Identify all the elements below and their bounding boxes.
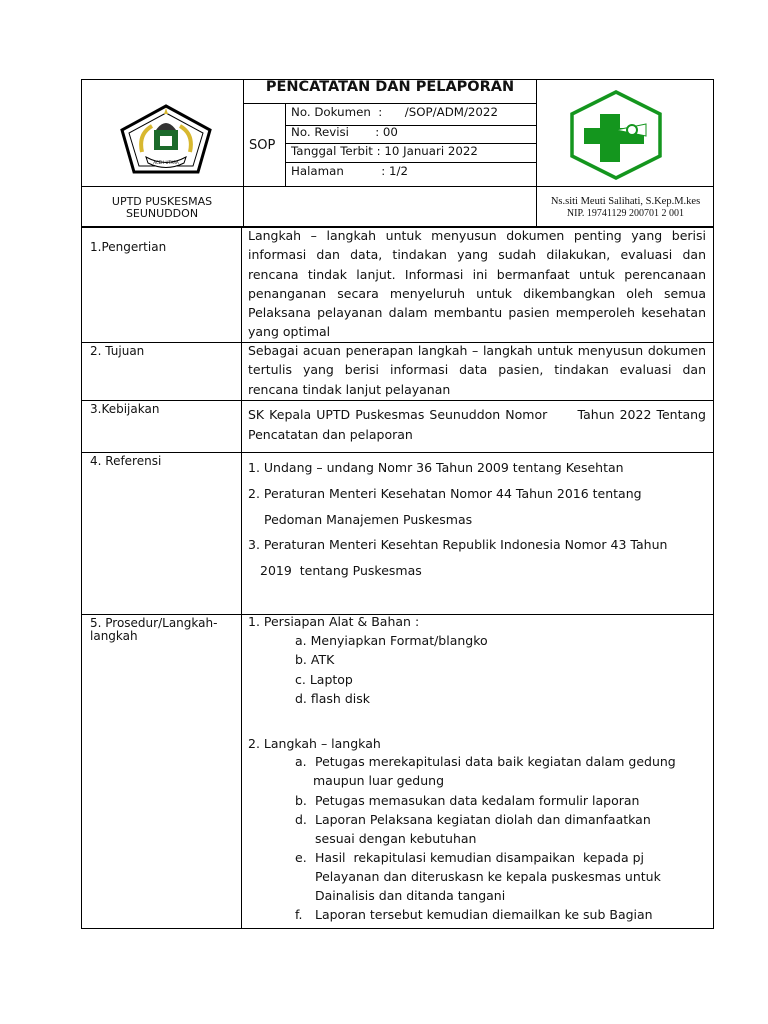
issue-date: Tanggal Terbit : 10 Januari 2022 — [291, 144, 478, 158]
tujuan-text — [248, 341, 706, 399]
header-divider-bottom — [81, 186, 714, 187]
langkah-marker: f. — [295, 907, 303, 922]
pengertian-line: Langkah – langkah untuk menyusun dokumen penting yang berisi — [248, 228, 706, 243]
pengertian-line: yang optimal — [248, 324, 331, 340]
referensi-item: 1. Undang – undang Nomr 36 Tahun 2009 tentang Kesehtan — [248, 460, 624, 475]
langkah-text: Laporan Pelaksana kegiatan diolah dan dimanfaatkan — [315, 812, 651, 827]
langkah-text: maupun luar gedung — [313, 773, 445, 788]
row-divider-referensi — [81, 452, 714, 453]
langkah-text: Laporan tersebut kemudian diemailkan ke sub Bagian — [315, 907, 653, 922]
referensi-item: 3. Peraturan Menteri Kesehtan Republik Indonesia Nomor 43 Tahun — [248, 537, 668, 552]
label-tujuan: 2. Tujuan — [90, 344, 145, 358]
revision-number: No. Revisi : 00 — [291, 125, 398, 139]
row-divider-kebijakan — [81, 400, 714, 401]
langkah-marker: e. — [295, 850, 307, 865]
langkah-text: Hasil rekapitulasi kemudian disampaikan kepada pj — [315, 850, 644, 865]
referensi-item: 2. Peraturan Menteri Kesehatan Nomor 44 Tahun 2016 tentang — [248, 486, 642, 501]
signer-name: Ns.siti Meuti Salihati, S.Kep.M.kes — [550, 196, 701, 207]
langkah-title: 2. Langkah – langkah — [248, 736, 381, 751]
pengertian-line: penanganan secara menyeluruh untuk dikembangkan oleh semua — [248, 285, 706, 301]
pengertian-line: informasi dan data, tindakan yang sudah dilakukan, evaluasi dan — [248, 247, 706, 263]
tujuan-line: tertulis yang berisi informasi data pasien, tindakan evaluasi dan — [248, 362, 706, 378]
page-number: Halaman : 1/2 — [291, 164, 409, 178]
persiapan-item: c. Laptop — [295, 672, 353, 687]
tujuan-line: rencana tindak lanjut pelayanan — [248, 381, 451, 397]
document-title: PENCATATAN DAN PELAPORAN — [265, 79, 515, 95]
persiapan-item: b. ATK — [295, 652, 335, 667]
tujuan-line: Sebagai acuan penerapan langkah – langkah untuk menyusun dokumen — [248, 343, 706, 358]
langkah-marker: b. — [295, 793, 307, 808]
persiapan-item: d. flash disk — [295, 691, 370, 706]
langkah-text: Petugas memasukan data kedalam formulir laporan — [315, 793, 640, 808]
langkah-marker: d. — [295, 812, 307, 827]
langkah-text: Petugas merekapitulasi data baik kegiatan dalam gedung — [315, 754, 676, 769]
referensi-item: 2019 tentang Puskesmas — [260, 563, 422, 578]
pengertian-line: rencana tindak lanjut. Informasi ini bermanfaat untuk perencanaan — [248, 266, 706, 282]
org-name-line1: UPTD PUSKESMAS — [111, 195, 213, 208]
pengertian-text — [248, 226, 706, 342]
meta-row-line-3 — [285, 162, 537, 163]
body-label-divider — [241, 227, 242, 929]
label-referensi: 4. Referensi — [90, 454, 162, 468]
kebijakan-line: SK Kepala UPTD Puskesmas Seunuddon Nomor Tahun 2022 Tentang — [248, 407, 706, 422]
langkah-text: Dainalisis dan ditanda tangani — [315, 888, 506, 903]
persiapan-title: 1. Persiapan Alat & Bahan : — [248, 614, 420, 629]
signer-nip: NIP. 19741129 200701 2 001 — [566, 208, 685, 219]
puskesmas-logo — [570, 90, 662, 180]
org-name-line2: SEUNUDDON — [125, 207, 199, 220]
emblem-ribbon-text: ACEH UTARA — [153, 160, 179, 165]
langkah-marker: a. — [295, 754, 307, 769]
header-divider-title — [243, 103, 537, 104]
pengertian-line: Pelaksana pelayanan dalam membantu pasien memperoleh kesehatan — [248, 305, 706, 321]
header-divider-left — [243, 79, 244, 227]
kebijakan-line: Pencatatan dan pelaporan — [248, 427, 413, 442]
label-prosedur-line2: langkah — [90, 629, 138, 643]
referensi-item: Pedoman Manajemen Puskesmas — [264, 512, 473, 527]
langkah-text: Pelayanan dan diteruskasn ke kepala puskesmas untuk — [315, 869, 661, 884]
sop-label: SOP — [249, 138, 276, 153]
langkah-text: sesuai dengan kebutuhan — [315, 831, 477, 846]
label-prosedur-line1: 5. Prosedur/Langkah- — [90, 616, 218, 630]
kebijakan-text — [248, 405, 706, 445]
label-pengertian: 1.Pengertian — [90, 240, 167, 254]
persiapan-item: a. Menyiapkan Format/blangko — [295, 633, 488, 648]
aceh-utara-emblem — [118, 102, 214, 182]
sop-divider — [285, 103, 286, 186]
label-kebijakan: 3.Kebijakan — [90, 402, 160, 416]
doc-number: No. Dokumen : /SOP/ADM/2022 — [291, 105, 498, 119]
